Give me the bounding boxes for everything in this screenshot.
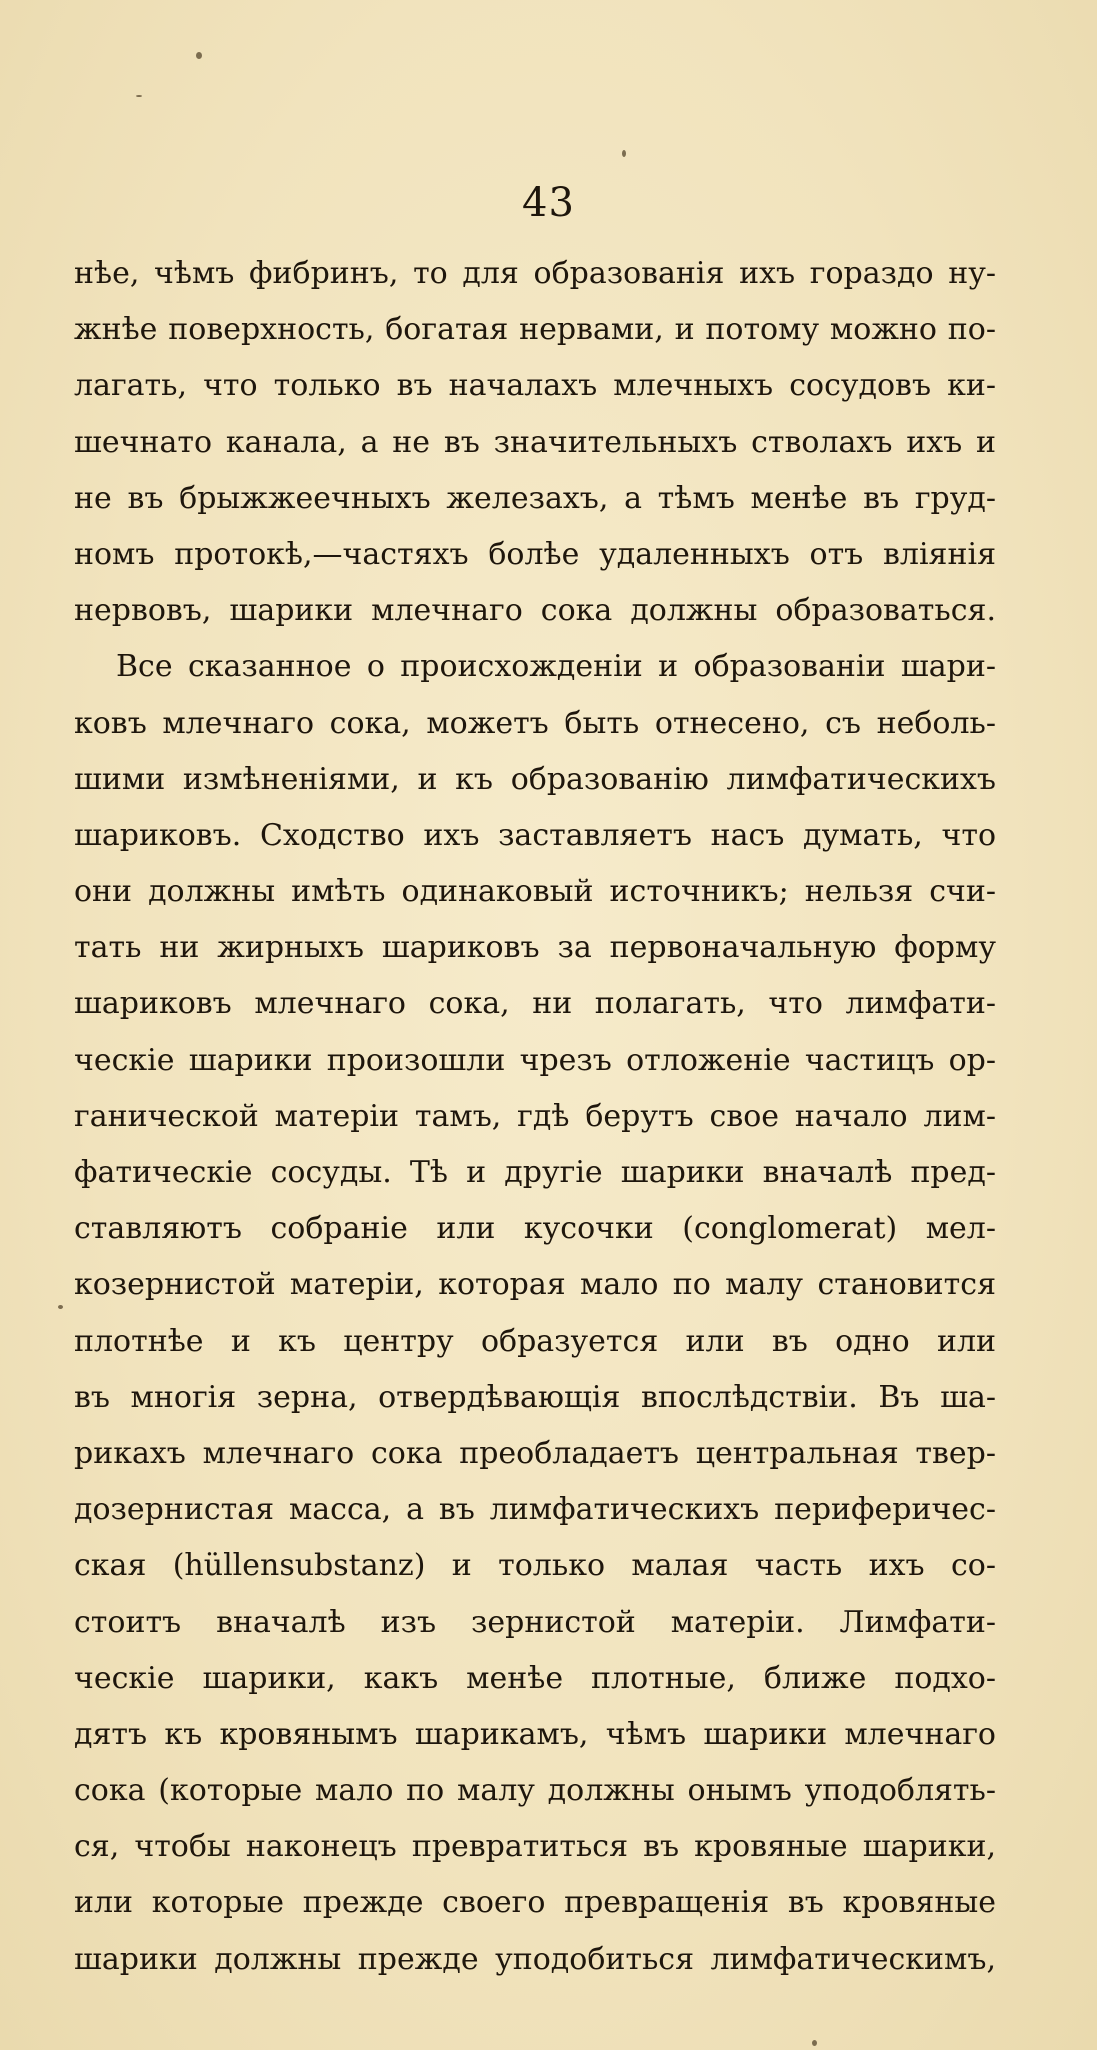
text-line: нѣе, чѣмъ фибринъ, то для образованія ихъ гораздо ну- xyxy=(74,256,996,291)
paper-speck xyxy=(58,1305,63,1309)
text-line: въ многія зерна, отвердѣвающія впослѣдствіи. Въ ша- xyxy=(74,1379,996,1415)
text-line: ся, чтобы наконецъ превратиться въ кровяные шарики, xyxy=(74,1829,996,1865)
text-line: шариковъ млечнаго сока, ни полагать, что лимфати- xyxy=(74,986,996,1022)
text-line: жнѣе поверхность, богатая нервами, и потому можно по- xyxy=(74,312,996,348)
text-line: дятъ къ кровянымъ шарикамъ, чѣмъ шарики млечнаго xyxy=(74,1716,996,1752)
text-line: тать ни жирныхъ шариковъ за первоначальную форму xyxy=(74,930,996,966)
text-line: шечнато канала, а не въ значительныхъ стволахъ ихъ и xyxy=(74,424,996,460)
paper-speck xyxy=(622,150,626,157)
text-line: ская (hüllensubstanz) и только малая часть ихъ со- xyxy=(74,1548,996,1584)
text-line: ческіе шарики, какъ менѣе плотные, ближе подхо- xyxy=(74,1660,996,1696)
text-line: козернистой матеріи, которая мало по малу становится xyxy=(74,1267,996,1303)
text-line: шими измѣненіями, и къ образованію лимфатическихъ xyxy=(74,761,996,797)
text-line: шарики должны прежде уподобиться лимфатическимъ, xyxy=(74,1941,996,1977)
text-line: лагать, что только въ началахъ млечныхъ сосудовъ ки- xyxy=(74,368,996,404)
text-line: шариковъ. Сходство ихъ заставляетъ насъ думать, что xyxy=(74,817,996,853)
text-line: ставляютъ собраніе или кусочки (conglomerat) мел- xyxy=(74,1211,996,1247)
text-line: стоитъ вначалѣ изъ зернистой матеріи. Лимфати- xyxy=(74,1604,996,1640)
paper-speck xyxy=(812,2040,817,2046)
text-line: не въ брыжжеечныхъ железахъ, а тѣмъ менѣе въ груд- xyxy=(74,480,996,516)
paper-speck xyxy=(196,52,202,59)
text-line: плотнѣе и къ центру образуется или въ одно или xyxy=(74,1323,996,1359)
text-line: или которые прежде своего превращенія въ кровяные xyxy=(74,1885,996,1921)
text-line: ковъ млечнаго сока, можетъ быть отнесено, съ неболь- xyxy=(74,705,996,741)
text-line: фатическіе сосуды. Тѣ и другіе шарики вначалѣ пред- xyxy=(74,1155,996,1190)
paragraph-start-line: Все сказанное о происхожденіи и образованіи шари- xyxy=(116,649,996,685)
text-line: они должны имѣть одинаковый источникъ; нельзя счи- xyxy=(74,874,996,910)
page-number: 43 xyxy=(522,180,575,226)
text-line: номъ протокѣ,—частяхъ болѣе удаленныхъ отъ вліянія xyxy=(74,536,996,572)
text-line: ческіе шарики произошли чрезъ отложеніе частицъ ор- xyxy=(74,1042,996,1078)
text-line: дозернистая масса, а въ лимфатическихъ периферичес- xyxy=(74,1492,996,1528)
text-line: сока (которые мало по малу должны онымъ уподоблять- xyxy=(74,1773,996,1809)
text-line: нервовъ, шарики млечнаго сока должны образоваться. xyxy=(74,593,996,629)
body-text xyxy=(74,246,996,1988)
paper-speck xyxy=(136,95,142,97)
text-line: рикахъ млечнаго сока преобладаетъ центральная твер- xyxy=(74,1435,996,1471)
text-line: ганической матеріи тамъ, гдѣ берутъ свое начало лим- xyxy=(74,1098,996,1134)
